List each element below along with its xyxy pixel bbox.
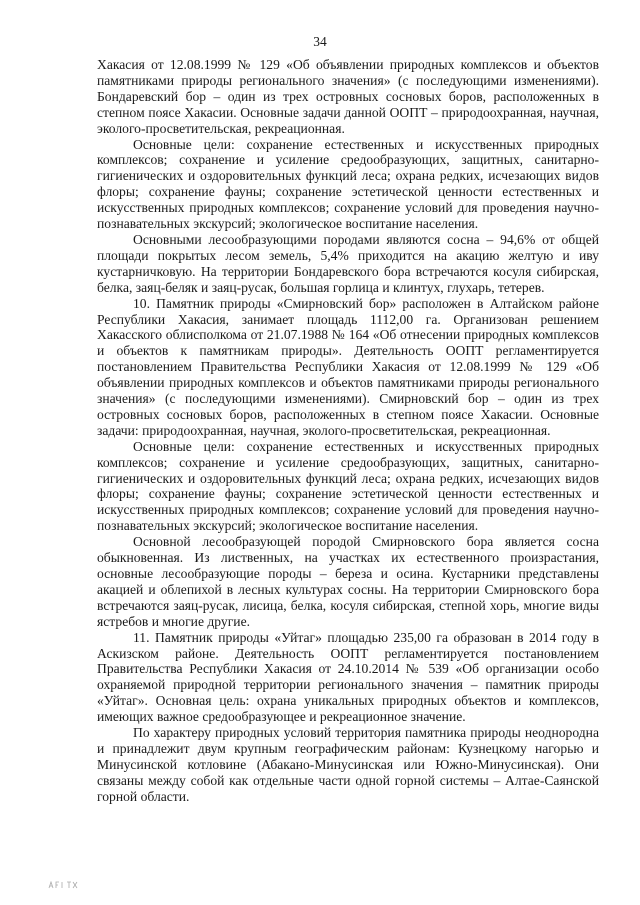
paragraph-smirnovsky-species: Основной лесообразующей породой Смирновского бора является сосна обыкновенная. Из лиственных, на участках их естественного произрастания, основные лесообразующие породы – береза и осина. Кустарники представлены акацией и облепихой в лесных культурах сосны. На территории Смирновского бора встречаются заяц-русак, лисица, белка, косуля сибирская, степной хорь, многие виды ястребов и многие другие. bbox=[97, 534, 599, 629]
scan-mark bbox=[48, 881, 78, 891]
paragraph-uytag-geography: По характеру природных условий территория памятника природы неоднородна и принадлежит двум крупным географическим районам: Кузнецкому нагорью и Минусинской котловине (Абакано-Минусинская или Южно-Минусинская). Они связаны между собой как отдельные части одной горной системы – Алтае-Саянской горной области. bbox=[97, 725, 599, 804]
paragraph-continuation: Хакасия от 12.08.1999 № 129 «Об объявлении природных комплексов и объектов памятниками природы регионального значения» (с последующими изменениями). Бондаревский бор – один из трех островных сосновых боров, расположенных в степном поясе Хакасии. Основные задачи данной ООПТ – природоохранная, научная, эколого-просветительская, рекреационная. bbox=[97, 57, 599, 136]
paragraph-smirnovsky-goals: Основные цели: сохранение естественных и искусственных природных комплексов; сохранение и усиление средообразующих, защитных, санитарно-гигиенических и оздоровительных функций леса; охрана редких, исчезающих видов флоры; сохранение фауны; сохранение эстетической ценности естественных и искусственных природных комплексов; сохранение условий для проведения научно-познавательных экскурсий; экологическое воспитание населения. bbox=[97, 438, 599, 534]
document-body bbox=[97, 57, 599, 805]
paragraph-smirnovsky-bor: 10. Памятник природы «Смирновский бор» расположен в Алтайском районе Республики Хакасия, занимает площадь 1112,00 га. Организован решением Хакасского облисполкома от 21.07.1988 № 164 «Об отнесении природных комплексов и объектов к памятникам природы». Деятельность ООПТ регламентируется постановлением Правительства Республики Хакасия от 12.08.1999 № 129 «Об объявлении природных комплексов и объектов памятниками природы регионального значения» (с последующими изменениями). Смирновский бор – один из трех островных сосновых боров, расположенных в степном поясе Хакасии. Основные задачи: природоохранная, научная, эколого-просветительская, рекреационная. bbox=[97, 295, 599, 438]
scan-mark-glyph bbox=[48, 881, 78, 889]
paragraph-bondarevsky-goals: Основные цели: сохранение естественных и искусственных природных комплексов; сохранение и усиление средообразующих, защитных, санитарно-гигиенических и оздоровительных функций леса; охрана редких, исчезающих видов флоры; сохранение фауны; сохранение эстетической ценности естественных и искусственных природных комплексов; сохранение условий для проведения научно-познавательных экскурсий; экологическое воспитание населения. bbox=[97, 136, 599, 232]
page-number: 34 bbox=[313, 34, 327, 49]
paragraph-bondarevsky-species: Основными лесообразующими породами являются сосна – 94,6% от общей площади покрытых лесом земель, 5,4% приходится на акацию желтую и иву кустарничковую. На территории Бондаревского бора встречаются косуля сибирская, белка, заяц-беляк и заяц-русак, большая горлица и клинтух, глухарь, тетерев. bbox=[97, 231, 599, 295]
paragraph-uytag: 11. Памятник природы «Уйтаг» площадью 235,00 га образован в 2014 году в Аскизском районе. Деятельность ООПТ регламентируется постановлением Правительства Республики Хакасия от 24.10.2014 № 539 «Об организации особо охраняемой природной территории регионального значения – памятник природы «Уйтаг». Основная цель: охрана уникальных природных объектов и комплексов, имеющих важное средообразующее и рекреационное значение. bbox=[97, 629, 599, 725]
